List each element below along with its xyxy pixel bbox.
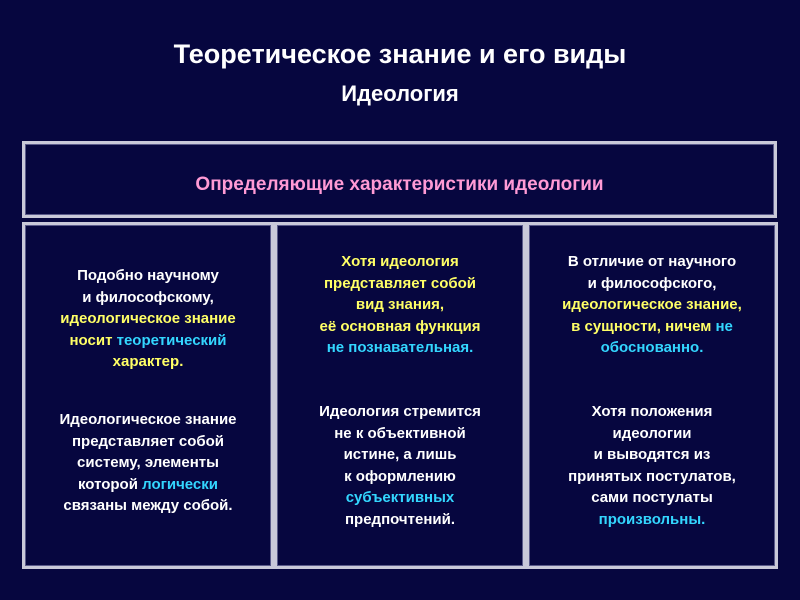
text-run: и выводятся из <box>593 446 711 463</box>
text-line <box>283 444 517 466</box>
text-line <box>283 487 517 509</box>
column-1 <box>22 222 274 569</box>
text-run: не <box>715 317 733 335</box>
text-line <box>31 452 265 474</box>
text-run: к оформлению <box>344 467 456 485</box>
text-run: истине, а лишь <box>343 446 457 463</box>
text-run: вид знания, <box>355 296 445 313</box>
text-line <box>535 444 769 466</box>
text-line <box>535 273 769 295</box>
text-run: представляет собой <box>71 432 225 450</box>
column-1-paragraph-1 <box>31 265 265 373</box>
text-line <box>31 431 265 453</box>
text-run: теоретический <box>116 331 227 349</box>
text-run: Хотя положения <box>591 403 713 420</box>
text-run: идеологическое знание, <box>562 296 742 313</box>
text-line <box>31 330 265 352</box>
text-run: принятых постулатов, <box>568 467 736 485</box>
text-run: которой <box>77 475 143 493</box>
text-line <box>535 316 769 338</box>
text-run: систему, элементы <box>77 454 219 471</box>
text-line <box>283 423 517 445</box>
text-line <box>283 251 517 273</box>
text-run: Подобно научному <box>77 267 219 284</box>
text-line <box>535 294 769 316</box>
column-1-paragraph-2 <box>31 409 265 517</box>
text-run: произвольны. <box>598 510 706 528</box>
text-line <box>535 401 769 423</box>
text-run: и философского, <box>587 274 717 292</box>
text-run: связаны между собой. <box>63 497 233 514</box>
text-run: её основная функция <box>319 317 481 335</box>
slide-title: Теоретическое знание и его виды <box>173 39 627 69</box>
text-line <box>535 487 769 509</box>
text-run: не познавательная. <box>326 339 474 356</box>
text-line <box>31 265 265 287</box>
column-2-paragraph-2 <box>283 401 517 530</box>
column-2 <box>274 222 526 569</box>
column-3-paragraph-1 <box>535 251 769 359</box>
text-line <box>31 495 265 517</box>
text-line <box>535 423 769 445</box>
text-line <box>283 509 517 531</box>
text-line <box>535 466 769 488</box>
text-run: Идеология стремится <box>319 403 481 420</box>
text-line <box>283 273 517 295</box>
text-run: представляет собой <box>323 274 477 292</box>
text-run: не к объективной <box>334 424 466 442</box>
text-run: субъективных <box>345 489 455 506</box>
column-3-paragraph-2 <box>535 401 769 530</box>
text-run: Идеологическое знание <box>59 411 237 428</box>
text-run: носит <box>69 331 117 349</box>
text-run: идеологии <box>612 424 692 442</box>
text-run: в сущности, ничем <box>571 317 716 335</box>
text-run: идеологическое знание <box>60 310 236 327</box>
header-text: Определяющие характеристики идеологии <box>195 174 604 195</box>
text-line <box>535 251 769 273</box>
text-run: характер. <box>112 353 184 370</box>
text-run: сами постулаты <box>591 489 713 506</box>
text-line <box>535 509 769 531</box>
text-run: логически <box>142 475 218 493</box>
text-line <box>283 316 517 338</box>
text-line <box>31 308 265 330</box>
text-run: и философскому, <box>82 288 214 306</box>
text-run: В отличие от научного <box>567 253 737 270</box>
header-box <box>22 141 777 218</box>
text-run: предпочтений. <box>344 510 455 528</box>
text-run: обоснованно. <box>600 339 704 356</box>
column-3 <box>526 222 778 569</box>
text-line <box>31 474 265 496</box>
text-line <box>283 294 517 316</box>
text-run: Хотя идеология <box>341 253 459 270</box>
text-line <box>31 409 265 431</box>
text-line <box>535 337 769 359</box>
text-line <box>283 466 517 488</box>
slide-subtitle: Идеология <box>341 81 459 106</box>
text-line <box>31 287 265 309</box>
text-line <box>283 337 517 359</box>
text-line <box>283 401 517 423</box>
column-2-paragraph-1 <box>283 251 517 359</box>
text-line <box>31 351 265 373</box>
